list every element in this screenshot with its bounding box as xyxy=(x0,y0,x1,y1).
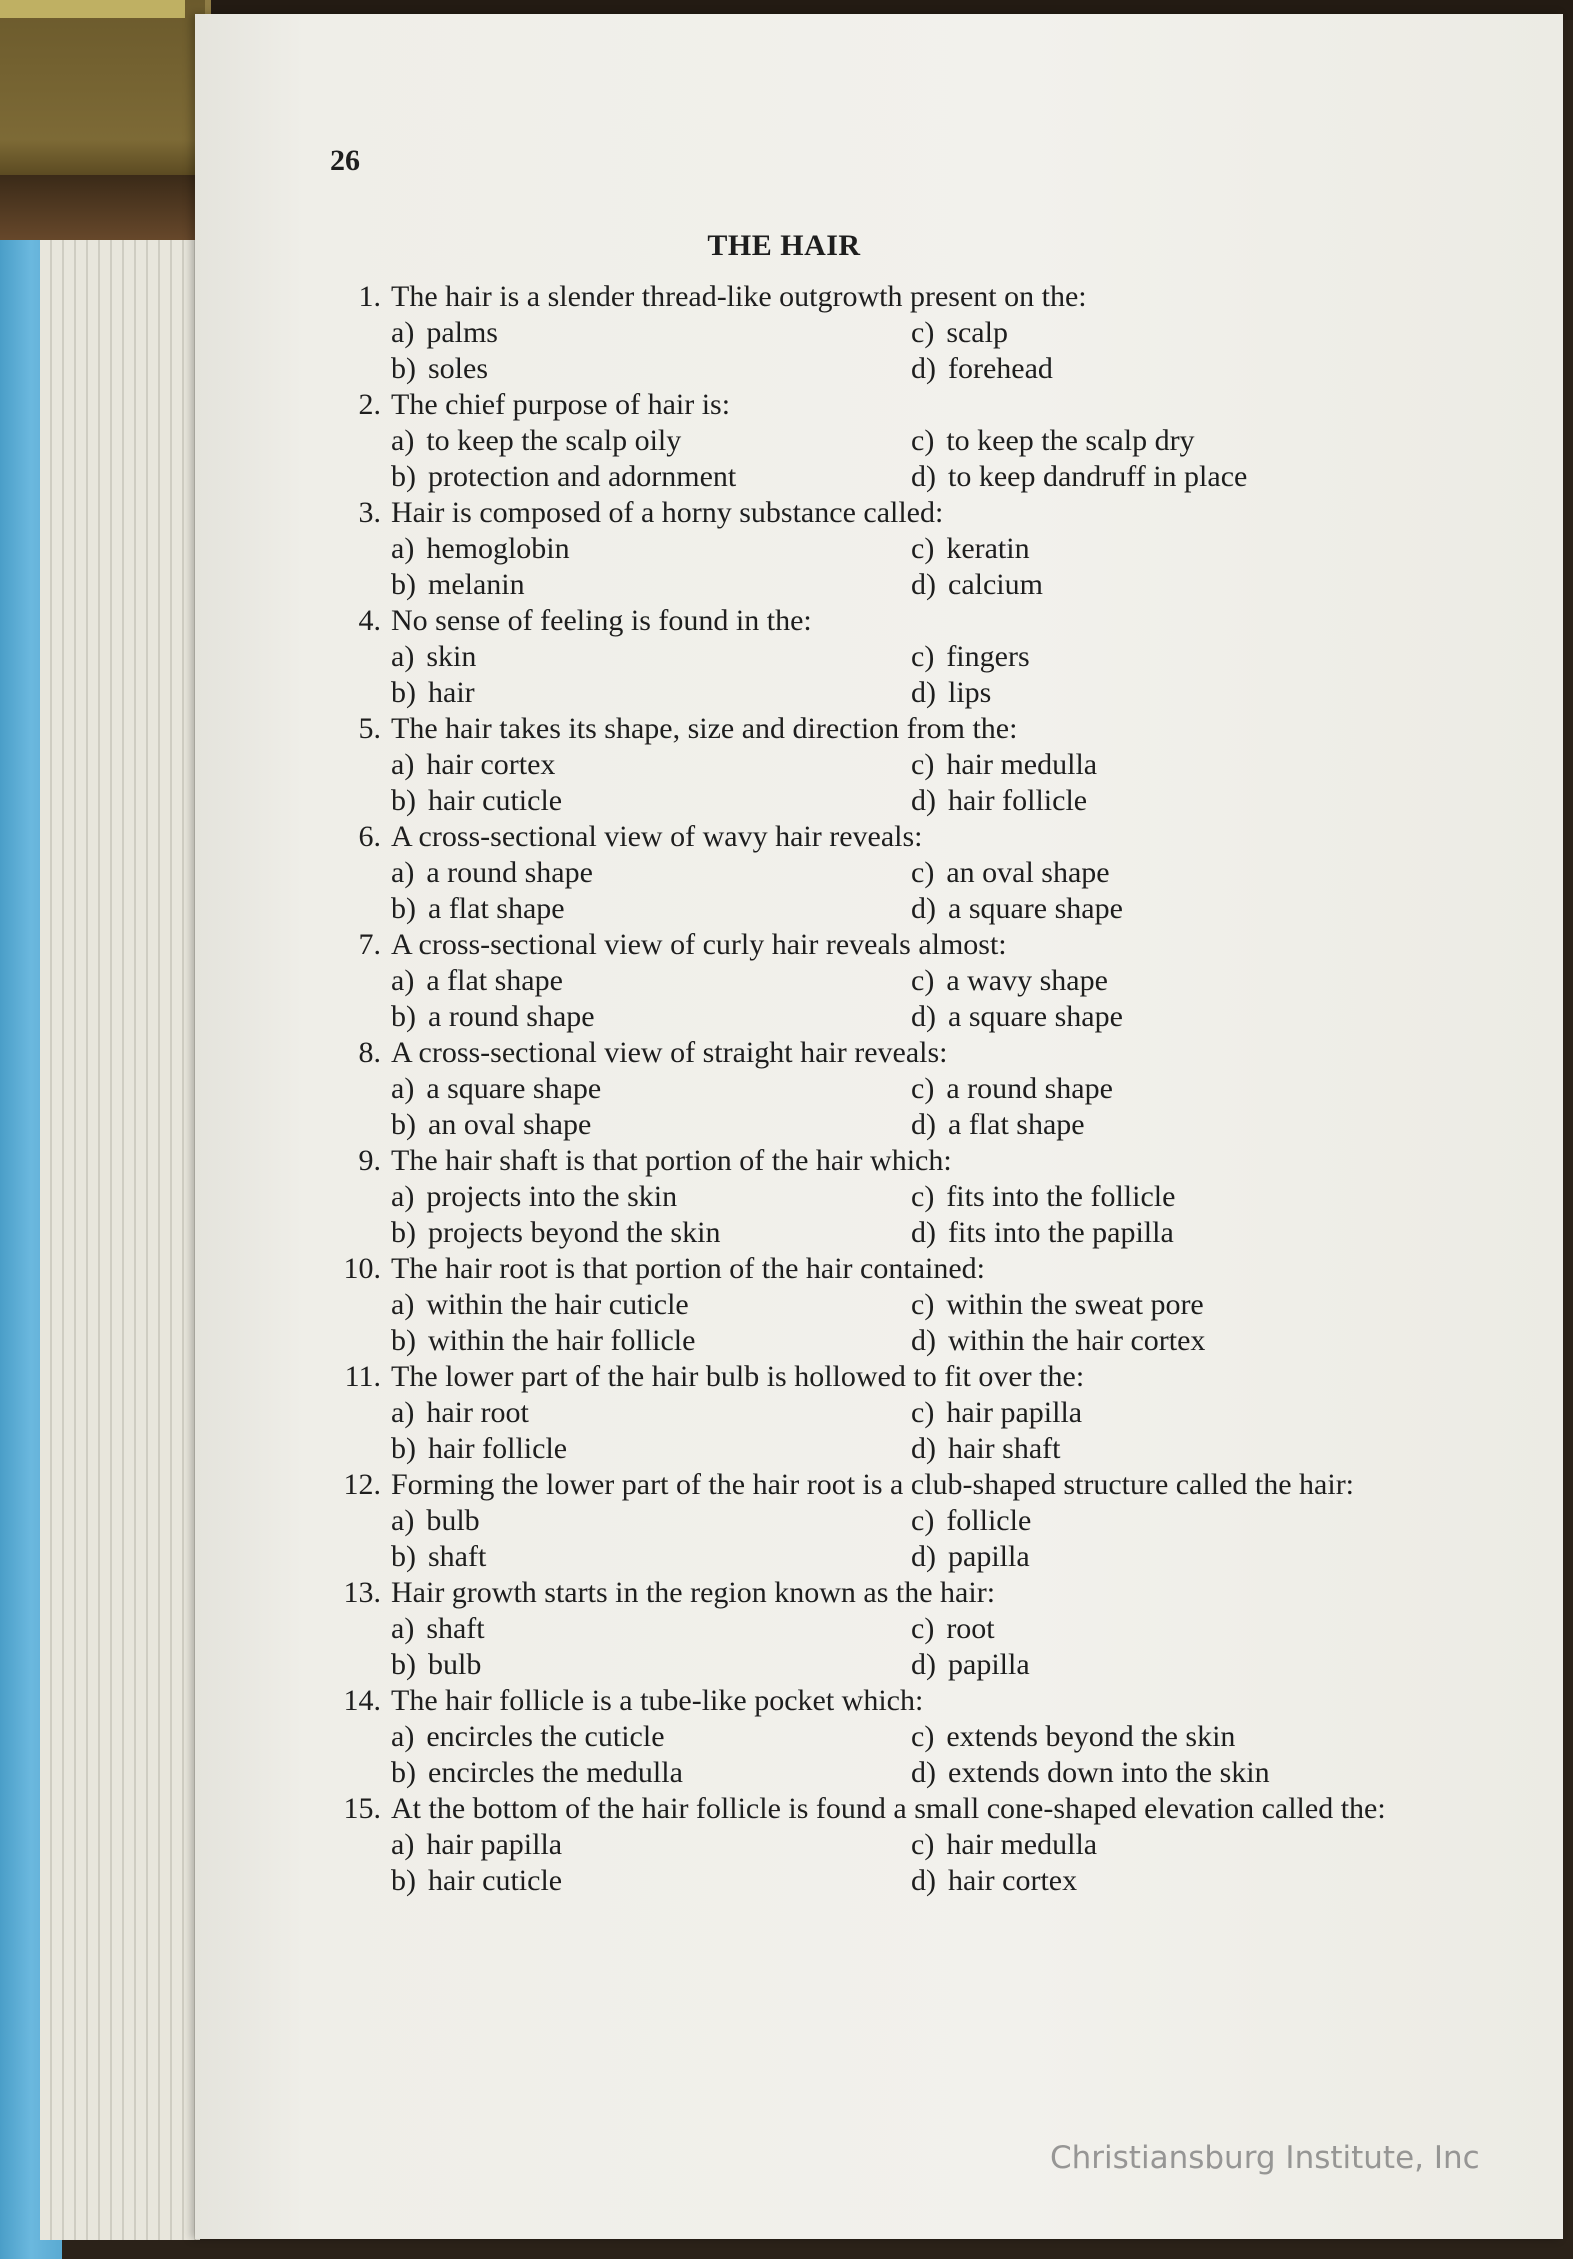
option-letter: c) xyxy=(911,1288,935,1321)
option-letter: d) xyxy=(911,1108,936,1141)
question-stem xyxy=(335,711,1465,747)
option-b xyxy=(391,459,911,495)
option-letter: a) xyxy=(391,856,415,889)
answer-options xyxy=(335,1827,1465,1899)
option-letter: c) xyxy=(911,856,935,889)
answer-options xyxy=(335,1395,1465,1467)
option-text: fits into the follicle xyxy=(946,1180,1176,1213)
option-a xyxy=(391,639,911,675)
option-text: melanin xyxy=(428,568,525,601)
option-letter: a) xyxy=(391,424,415,457)
option-text: extends beyond the skin xyxy=(946,1720,1236,1753)
question-stem xyxy=(335,495,1465,531)
option-text: skin xyxy=(426,640,477,673)
option-a xyxy=(391,1827,911,1863)
option-d xyxy=(911,783,1431,819)
question-8 xyxy=(335,1035,1465,1143)
option-letter: c) xyxy=(911,640,935,673)
option-text: bulb xyxy=(426,1504,480,1537)
option-text: projects beyond the skin xyxy=(428,1216,721,1249)
question-number: 11. xyxy=(344,1360,381,1393)
option-letter: a) xyxy=(391,1612,415,1645)
question-stem xyxy=(335,387,1465,423)
option-c xyxy=(911,855,1431,891)
answer-options xyxy=(335,855,1465,927)
option-text: follicle xyxy=(946,1504,1032,1537)
option-text: to keep dandruff in place xyxy=(948,460,1248,493)
option-letter: d) xyxy=(911,1540,936,1573)
question-text: The hair root is that portion of the hair contained: xyxy=(391,1252,985,1285)
option-b xyxy=(391,351,911,387)
page-number: 26 xyxy=(330,144,360,177)
option-text: encircles the cuticle xyxy=(426,1720,665,1753)
question-4 xyxy=(335,603,1465,711)
option-letter: b) xyxy=(391,1000,416,1033)
question-stem xyxy=(335,927,1465,963)
page-content xyxy=(195,14,1563,2239)
option-d xyxy=(911,675,1431,711)
option-b xyxy=(391,1107,911,1143)
option-a xyxy=(391,423,911,459)
option-text: hair medulla xyxy=(946,1828,1098,1861)
option-a xyxy=(391,1287,911,1323)
option-text: forehead xyxy=(948,352,1053,385)
option-a xyxy=(391,855,911,891)
answer-options xyxy=(335,1287,1465,1359)
option-letter: d) xyxy=(911,1216,936,1249)
option-letter: d) xyxy=(911,676,936,709)
question-stem xyxy=(335,1575,1465,1611)
option-letter: b) xyxy=(391,784,416,817)
option-c xyxy=(911,1179,1431,1215)
option-a xyxy=(391,1179,911,1215)
question-number: 10. xyxy=(343,1252,381,1285)
question-number: 12. xyxy=(343,1468,381,1501)
spine-highlight xyxy=(0,0,185,18)
answer-options xyxy=(335,1611,1465,1683)
question-14 xyxy=(335,1683,1465,1791)
option-c xyxy=(911,747,1431,783)
question-text: Hair growth starts in the region known as the hair: xyxy=(391,1576,996,1609)
option-c xyxy=(911,315,1431,351)
option-letter: b) xyxy=(391,1216,416,1249)
question-12 xyxy=(335,1467,1465,1575)
option-text: extends down into the skin xyxy=(948,1756,1270,1789)
option-c xyxy=(911,1719,1431,1755)
option-letter: b) xyxy=(391,1756,416,1789)
question-stem xyxy=(335,279,1465,315)
option-text: to keep the scalp oily xyxy=(426,424,682,457)
option-d xyxy=(911,891,1431,927)
option-b xyxy=(391,1539,911,1575)
question-text: The lower part of the hair bulb is hollowed to fit over the: xyxy=(391,1360,1085,1393)
option-letter: d) xyxy=(911,892,936,925)
answer-options xyxy=(335,1503,1465,1575)
option-text: within the hair cuticle xyxy=(426,1288,689,1321)
option-d xyxy=(911,1215,1431,1251)
option-letter: a) xyxy=(391,1288,415,1321)
option-text: hair follicle xyxy=(428,1432,568,1465)
option-text: encircles the medulla xyxy=(428,1756,683,1789)
option-a xyxy=(391,1395,911,1431)
question-text: The hair is a slender thread-like outgrowth present on the: xyxy=(391,280,1087,313)
option-text: hair medulla xyxy=(946,748,1098,781)
option-text: a flat shape xyxy=(426,964,563,997)
option-letter: b) xyxy=(391,676,416,709)
question-text: A cross-sectional view of straight hair reveals: xyxy=(391,1036,948,1069)
question-text: The hair follicle is a tube-like pocket which: xyxy=(391,1684,924,1717)
answer-options xyxy=(335,531,1465,603)
option-text: fits into the papilla xyxy=(948,1216,1174,1249)
option-text: projects into the skin xyxy=(426,1180,678,1213)
option-text: shaft xyxy=(426,1612,485,1645)
option-text: hair follicle xyxy=(948,784,1088,817)
option-text: keratin xyxy=(946,532,1030,565)
option-letter: a) xyxy=(391,1720,415,1753)
option-letter: c) xyxy=(911,748,935,781)
option-a xyxy=(391,315,911,351)
question-number: 9. xyxy=(358,1144,381,1177)
option-c xyxy=(911,963,1431,999)
option-letter: d) xyxy=(911,1756,936,1789)
question-text: No sense of feeling is found in the: xyxy=(391,604,812,637)
option-text: hair shaft xyxy=(948,1432,1061,1465)
option-letter: b) xyxy=(391,352,416,385)
option-text: a flat shape xyxy=(428,892,565,925)
option-text: fingers xyxy=(946,640,1030,673)
option-d xyxy=(911,999,1431,1035)
option-text: hair papilla xyxy=(946,1396,1083,1429)
option-text: a square shape xyxy=(426,1072,602,1105)
option-text: hair cortex xyxy=(948,1864,1078,1897)
answer-options xyxy=(335,963,1465,1035)
answer-options xyxy=(335,639,1465,711)
page-edges xyxy=(40,240,200,2240)
option-letter: b) xyxy=(391,1432,416,1465)
question-stem xyxy=(335,603,1465,639)
question-number: 15. xyxy=(343,1792,381,1825)
question-7 xyxy=(335,927,1465,1035)
option-d xyxy=(911,1539,1431,1575)
option-text: hair cuticle xyxy=(428,1864,563,1897)
spine-shadow xyxy=(0,175,205,245)
option-text: hair papilla xyxy=(426,1828,563,1861)
option-letter: c) xyxy=(911,424,935,457)
option-d xyxy=(911,351,1431,387)
option-b xyxy=(391,1647,911,1683)
option-b xyxy=(391,1755,911,1791)
option-text: a round shape xyxy=(946,1072,1113,1105)
option-text: calcium xyxy=(948,568,1043,601)
option-letter: c) xyxy=(911,316,935,349)
option-letter: c) xyxy=(911,532,935,565)
question-number: 4. xyxy=(358,604,381,637)
option-letter: d) xyxy=(911,352,936,385)
option-letter: b) xyxy=(391,568,416,601)
answer-options xyxy=(335,1071,1465,1143)
option-d xyxy=(911,1323,1431,1359)
question-number: 6. xyxy=(358,820,381,853)
option-text: hair cortex xyxy=(426,748,556,781)
option-text: palms xyxy=(426,316,498,349)
option-letter: d) xyxy=(911,1864,936,1897)
option-letter: a) xyxy=(391,640,415,673)
option-c xyxy=(911,1395,1431,1431)
question-13 xyxy=(335,1575,1465,1683)
option-letter: a) xyxy=(391,1072,415,1105)
question-number: 13. xyxy=(343,1576,381,1609)
answer-options xyxy=(335,1719,1465,1791)
option-b xyxy=(391,783,911,819)
option-text: root xyxy=(946,1612,995,1645)
question-stem xyxy=(335,819,1465,855)
answer-options xyxy=(335,423,1465,495)
answer-options xyxy=(335,747,1465,819)
option-text: papilla xyxy=(948,1540,1030,1573)
option-a xyxy=(391,1071,911,1107)
option-letter: c) xyxy=(911,1828,935,1861)
question-3 xyxy=(335,495,1465,603)
option-letter: a) xyxy=(391,748,415,781)
option-d xyxy=(911,1647,1431,1683)
option-b xyxy=(391,1215,911,1251)
option-letter: a) xyxy=(391,316,415,349)
option-d xyxy=(911,567,1431,603)
option-letter: c) xyxy=(911,1720,935,1753)
question-number: 5. xyxy=(358,712,381,745)
option-letter: a) xyxy=(391,964,415,997)
option-letter: b) xyxy=(391,1540,416,1573)
option-text: hair cuticle xyxy=(428,784,563,817)
question-text: At the bottom of the hair follicle is found a small cone-shaped elevation called the: xyxy=(391,1792,1386,1825)
question-text: The hair takes its shape, size and direction from the: xyxy=(391,712,1018,745)
option-letter: d) xyxy=(911,1432,936,1465)
question-15 xyxy=(335,1791,1465,1899)
option-text: hair xyxy=(428,676,475,709)
question-10 xyxy=(335,1251,1465,1359)
option-d xyxy=(911,1755,1431,1791)
book-page xyxy=(195,14,1563,2239)
option-d xyxy=(911,1863,1431,1899)
question-5 xyxy=(335,711,1465,819)
question-number: 2. xyxy=(358,388,381,421)
option-text: protection and adornment xyxy=(428,460,737,493)
question-stem xyxy=(335,1467,1465,1503)
option-text: within the hair cortex xyxy=(948,1324,1206,1357)
question-number: 7. xyxy=(358,928,381,961)
option-text: a flat shape xyxy=(948,1108,1085,1141)
question-2 xyxy=(335,387,1465,495)
question-stem xyxy=(335,1035,1465,1071)
option-letter: d) xyxy=(911,784,936,817)
option-letter: d) xyxy=(911,568,936,601)
option-text: to keep the scalp dry xyxy=(946,424,1195,457)
option-letter: b) xyxy=(391,1648,416,1681)
option-b xyxy=(391,1323,911,1359)
book-spine xyxy=(0,0,211,181)
option-text: scalp xyxy=(946,316,1008,349)
option-letter: c) xyxy=(911,1396,935,1429)
option-text: an oval shape xyxy=(428,1108,592,1141)
option-a xyxy=(391,1719,911,1755)
question-stem xyxy=(335,1359,1465,1395)
option-d xyxy=(911,459,1431,495)
option-letter: a) xyxy=(391,1504,415,1537)
question-number: 1. xyxy=(358,280,381,313)
question-1 xyxy=(335,279,1465,387)
option-a xyxy=(391,963,911,999)
question-stem xyxy=(335,1791,1465,1827)
option-letter: c) xyxy=(911,964,935,997)
option-letter: c) xyxy=(911,1072,935,1105)
option-text: soles xyxy=(428,352,488,385)
option-text: an oval shape xyxy=(946,856,1110,889)
option-text: within the hair follicle xyxy=(428,1324,696,1357)
option-letter: c) xyxy=(911,1504,935,1537)
question-text: A cross-sectional view of wavy hair reveals: xyxy=(391,820,923,853)
option-c xyxy=(911,1611,1431,1647)
option-c xyxy=(911,531,1431,567)
option-b xyxy=(391,891,911,927)
question-text: Forming the lower part of the hair root is a club-shaped structure called the hair: xyxy=(391,1468,1355,1501)
question-11 xyxy=(335,1359,1465,1467)
option-a xyxy=(391,1503,911,1539)
option-text: a round shape xyxy=(426,856,593,889)
question-number: 14. xyxy=(343,1684,381,1717)
answer-options xyxy=(335,1179,1465,1251)
question-9 xyxy=(335,1143,1465,1251)
option-a xyxy=(391,531,911,567)
question-list xyxy=(335,279,1465,1899)
question-number: 3. xyxy=(358,496,381,529)
question-text: The chief purpose of hair is: xyxy=(391,388,731,421)
option-b xyxy=(391,999,911,1035)
question-stem xyxy=(335,1683,1465,1719)
option-text: papilla xyxy=(948,1648,1030,1681)
option-d xyxy=(911,1107,1431,1143)
option-d xyxy=(911,1431,1431,1467)
option-letter: b) xyxy=(391,460,416,493)
option-c xyxy=(911,1827,1431,1863)
page-title: THE HAIR xyxy=(707,229,861,262)
option-text: within the sweat pore xyxy=(946,1288,1204,1321)
question-stem xyxy=(335,1251,1465,1287)
watermark: Christiansburg Institute, Inc xyxy=(1050,2140,1480,2176)
option-c xyxy=(911,1503,1431,1539)
question-text: A cross-sectional view of curly hair reveals almost: xyxy=(391,928,1007,961)
option-text: lips xyxy=(948,676,992,709)
option-c xyxy=(911,423,1431,459)
option-a xyxy=(391,747,911,783)
question-stem xyxy=(335,1143,1465,1179)
option-letter: a) xyxy=(391,532,415,565)
option-b xyxy=(391,1431,911,1467)
option-text: a square shape xyxy=(948,1000,1123,1033)
option-letter: d) xyxy=(911,1648,936,1681)
option-text: hair root xyxy=(426,1396,529,1429)
option-letter: d) xyxy=(911,1000,936,1033)
option-b xyxy=(391,1863,911,1899)
option-letter: b) xyxy=(391,1108,416,1141)
option-letter: b) xyxy=(391,1864,416,1897)
option-letter: c) xyxy=(911,1612,935,1645)
option-letter: d) xyxy=(911,460,936,493)
option-c xyxy=(911,639,1431,675)
question-text: The hair shaft is that portion of the hair which: xyxy=(391,1144,952,1177)
option-letter: c) xyxy=(911,1180,935,1213)
answer-options xyxy=(335,315,1465,387)
option-text: a square shape xyxy=(948,892,1123,925)
option-letter: b) xyxy=(391,892,416,925)
question-text: Hair is composed of a horny substance called: xyxy=(391,496,944,529)
option-letter: a) xyxy=(391,1396,415,1429)
option-c xyxy=(911,1071,1431,1107)
option-c xyxy=(911,1287,1431,1323)
option-letter: d) xyxy=(911,1324,936,1357)
question-6 xyxy=(335,819,1465,927)
option-letter: a) xyxy=(391,1180,415,1213)
option-letter: b) xyxy=(391,1324,416,1357)
option-text: shaft xyxy=(428,1540,487,1573)
option-a xyxy=(391,1611,911,1647)
question-number: 8. xyxy=(358,1036,381,1069)
option-text: hemoglobin xyxy=(426,532,570,565)
option-text: bulb xyxy=(428,1648,482,1681)
option-text: a wavy shape xyxy=(946,964,1108,997)
option-text: a round shape xyxy=(428,1000,595,1033)
option-b xyxy=(391,675,911,711)
option-letter: a) xyxy=(391,1828,415,1861)
option-b xyxy=(391,567,911,603)
